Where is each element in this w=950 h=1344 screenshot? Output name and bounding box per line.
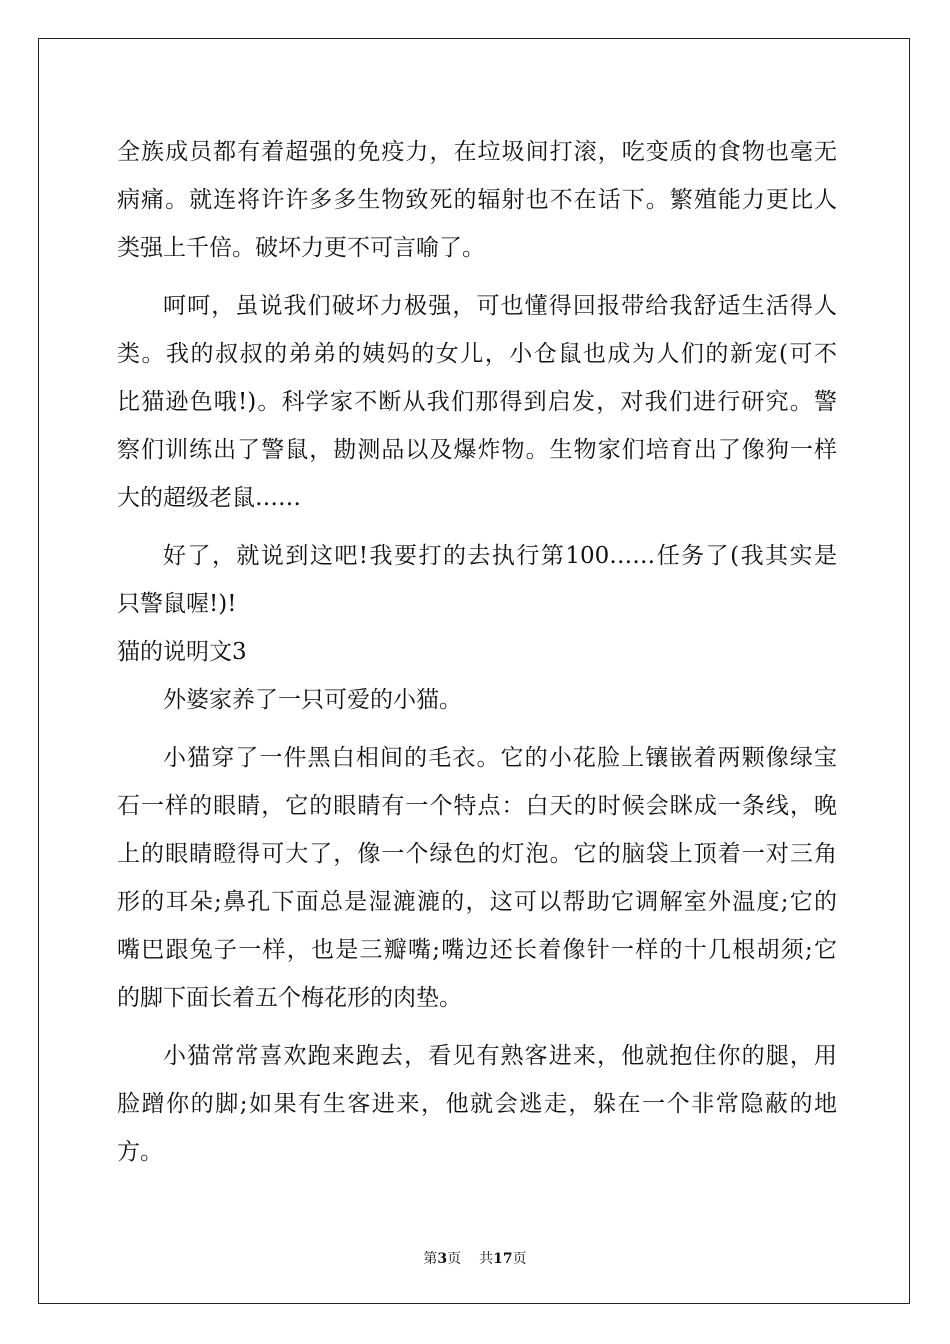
- page-number: 3: [437, 1251, 448, 1267]
- text-line: 类。我的叔叔的弟弟的姨妈的女儿，小仓鼠也成为人们的新宠(可不: [117, 341, 837, 367]
- page-prefix: 第: [423, 1251, 438, 1267]
- section-heading: 猫的说明文3: [117, 639, 247, 665]
- text-line: 比猫逊色哦!)。科学家不断从我们那得到启发，对我们进行研究。警: [117, 389, 837, 415]
- page-suffix: 页: [447, 1251, 462, 1267]
- text-line: 形的耳朵;鼻孔下面总是湿漉漉的，这可以帮助它调解室外温度;它的: [117, 889, 837, 915]
- text-line: 嘴巴跟兔子一样，也是三瓣嘴;嘴边还长着像针一样的十几根胡须;它: [117, 937, 837, 963]
- total-prefix: 共: [479, 1251, 494, 1267]
- text-line: 大的超级老鼠……: [117, 485, 301, 511]
- text-line: 全族成员都有着超强的免疫力，在垃圾间打滚，吃变质的食物也毫无: [117, 139, 837, 165]
- text-line: 的脚下面长着五个梅花形的肉垫。: [117, 985, 462, 1011]
- total-pages: 17: [493, 1251, 513, 1267]
- text-line: 方。: [117, 1139, 163, 1165]
- text-line: 好了，就说到这吧!我要打的去执行第100……任务了(我其实是: [163, 543, 837, 569]
- text-line: 只警鼠喔!)!: [117, 591, 237, 617]
- document-body: [117, 128, 837, 1176]
- text-line: 石一样的眼睛，它的眼睛有一个特点：白天的时候会眯成一条线，晚: [117, 793, 837, 819]
- total-suffix: 页: [512, 1251, 527, 1267]
- page-footer: [0, 1248, 950, 1268]
- text-line: 上的眼睛瞪得可大了，像一个绿色的灯泡。它的脑袋上顶着一对三角: [117, 841, 837, 867]
- text-line: 外婆家养了一只可爱的小猫。: [163, 687, 462, 713]
- text-line: 察们训练出了警鼠，勘测品以及爆炸物。生物家们培育出了像狗一样: [117, 437, 837, 463]
- text-line: 呵呵，虽说我们破坏力极强，可也懂得回报带给我舒适生活得人: [163, 293, 837, 319]
- text-line: 小猫穿了一件黑白相间的毛衣。它的小花脸上镶嵌着两颗像绿宝: [163, 745, 837, 771]
- text-line: 病痛。就连将许许多多生物致死的辐射也不在话下。繁殖能力更比人: [117, 187, 837, 213]
- text-line: 脸蹭你的脚;如果有生客进来，他就会逃走，躲在一个非常隐蔽的地: [117, 1091, 837, 1117]
- text-line: 类强上千倍。破坏力更不可言喻了。: [117, 235, 485, 261]
- text-line: 小猫常常喜欢跑来跑去，看见有熟客进来，他就抱住你的腿，用: [163, 1043, 837, 1069]
